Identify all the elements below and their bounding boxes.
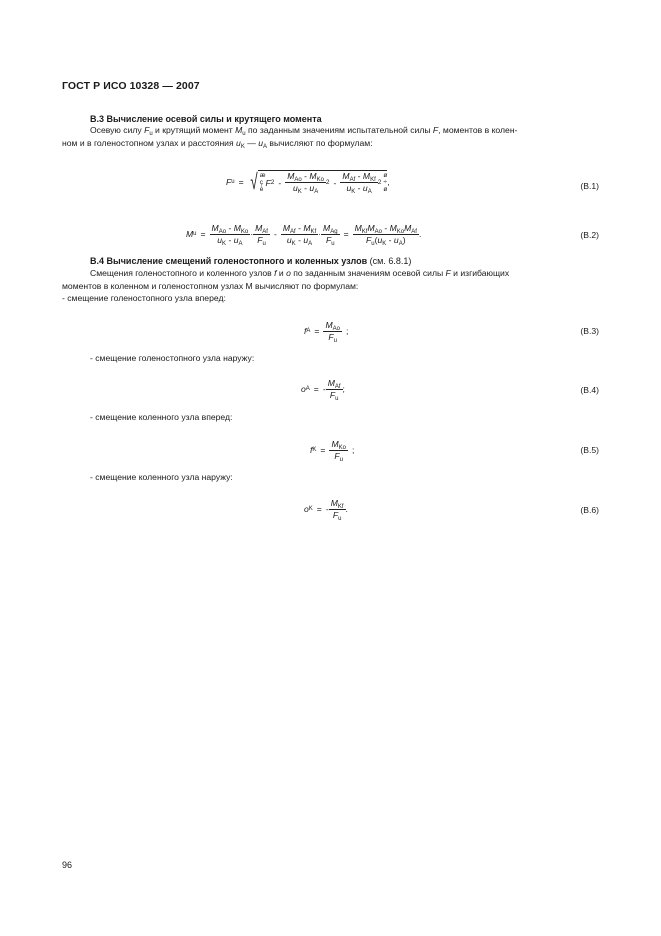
formula-b5: f K = $\frac{M_{Ko}}{F_u}$ ; [310,438,355,463]
formula-b3: f A = $\frac{M_{Ao}}{F_u}$ ; [304,319,349,344]
list-item-3: - смещение коленного узла вперед: [90,412,233,422]
section-b4-heading: B.4 Вычисление смещений голеностопного и коленных узлов (см. 6.8.1) [90,256,412,266]
page-number: 96 [62,860,73,870]
formula-b2: M u = $\frac{M_{Ao} - M_{Ko}}{u_K - u_A}$ · $\frac{M_{Af}}{F_u}$ - $\frac{M_{Af} - M_{Kf}}{u_K - u_A}$ · $\frac{M_{Ag}}{F_u}$ = $\frac{M_{Kf}M_{Ao} - M_{Ko}M_{Af}}{F_u(u_K - u_A)}$ . [186,222,422,247]
equation-number-b1: (B.1) [580,181,599,191]
formula-b6: o K = - $\frac{M_{Kf}}{F_u}$ . [304,497,348,522]
list-item-2: - смещение голеностопного узла наружу: [90,353,255,363]
equation-number-b4: (B.4) [580,385,599,395]
list-item-1: - смещение голеностопного узла вперед: [62,293,226,304]
document-header: ГОСТ Р ИСО 10328 — 2007 [62,80,200,92]
equation-number-b2: (B.2) [580,230,599,240]
equation-number-b5: (B.5) [580,445,599,455]
section-b3-text: Осевую силу $F_u$ и крутящий момент $M_u$ по заданным значениям испытательной силы F, моментов в колен- ном и в голеностопном узлах и расстояния $u_K$ — $u_A$ вычисляют по формулам: [62,125,518,150]
equation-number-b3: (B.3) [580,326,599,336]
equation-number-b6: (B.6) [580,505,599,515]
section-b3-heading: B.3 Вычисление осевой силы и крутящего момента [90,114,322,124]
formula-b4: o A = - $\frac{M_{Af}}{F_u}$ ; [301,377,345,402]
formula-b1: F u = √ æ ç è F 2 - $\frac{M_{Ao} - M_{Ko}}{u_K - u_A}$ 2 - $\frac{M_{Af} - M_{Kf}}{u_K - u_A}$ 2 ø ÷ ø , [226,169,390,195]
section-b4-text: Смещения голеностопного и коленного узлов f и o по заданным значениям осевой силы F и изгибающих моментов в коленном и голеностопном узлах М вычисляют по формулам: - смещение голеностопного узла вперед: [62,267,598,305]
list-item-4: - смещение коленного узла наружу: [90,472,233,482]
